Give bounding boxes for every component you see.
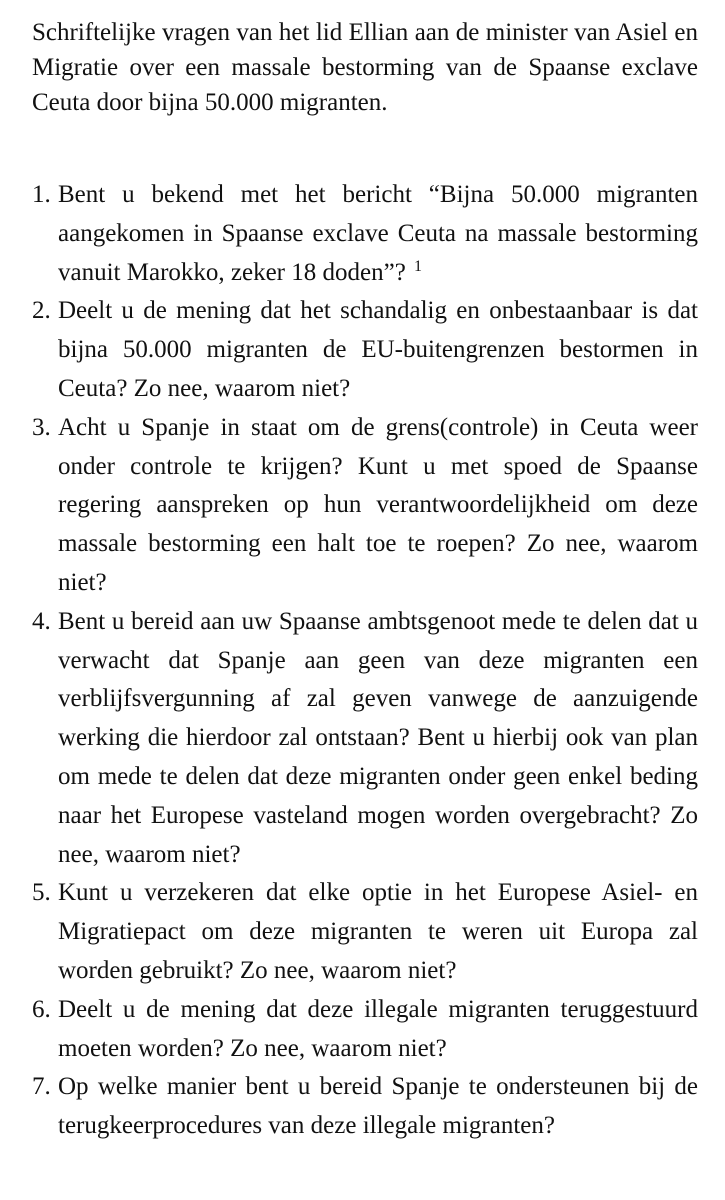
question-text: Bent u bekend met het bericht “Bijna 50.000 migranten aangekomen in Spaanse exclave Ceuta na massale bestorming vanuit Marokko, zeker 18 doden”? bbox=[58, 181, 698, 286]
question-item-6 bbox=[32, 991, 698, 1069]
question-text: Kunt u verzekeren dat elke optie in het Europese Asiel- en Migratiepact om deze migranten te weren uit Europa zal worden gebruikt? Zo nee, waarom niet? bbox=[58, 879, 698, 984]
question-item-5 bbox=[32, 874, 698, 990]
question-text: Deelt u de mening dat deze illegale migranten teruggestuurd moeten worden? Zo nee, waarom niet? bbox=[58, 995, 698, 1062]
question-item-4 bbox=[32, 603, 698, 875]
question-number: 1. bbox=[32, 181, 51, 208]
document-intro: Schriftelijke vragen van het lid Ellian aan de minister van Asiel en Migratie over een massale bestorming van de Spaanse exclave Ceuta door bijna 50.000 migranten. bbox=[32, 19, 698, 116]
question-number: 2. bbox=[32, 297, 51, 325]
question-number: 3. bbox=[32, 413, 51, 441]
question-text: Bent u bereid aan uw Spaanse ambtsgenoot mede te delen dat u verwacht dat Spanje aan geen van deze migranten een verblijfsvergunning af zal geven vanwege de aanzuigende werking die hierdoor zal ontstaan? Bent u hierbij ook van plan om mede te delen dat deze migranten onder geen enkel beding naar het Europese vasteland mogen worden overgebracht? Zo nee, waarom niet? bbox=[58, 607, 698, 868]
question-text: Acht u Spanje in staat om de grens(controle) in Ceuta weer onder controle te krijgen? Kunt u met spoed de Spaanse regering aanspreken op hun verantwoordelijkheid om deze massale bestorming een halt toe te roepen? Zo nee, waarom niet? bbox=[58, 413, 698, 596]
question-item-2 bbox=[32, 292, 698, 408]
question-item-3 bbox=[32, 409, 698, 603]
question-list bbox=[32, 176, 698, 1146]
question-text: Op welke manier bent u bereid Spanje te ondersteunen bij de terugkeerprocedures van deze illegale migranten? bbox=[58, 1073, 698, 1140]
question-item-1 bbox=[32, 176, 698, 292]
question-text: Deelt u de mening dat het schandalig en onbestaanbaar is dat bijna 50.000 migranten de EU-buitengrenzen bestormen in Ceuta? Zo nee, waarom niet? bbox=[58, 297, 698, 402]
question-item-7 bbox=[32, 1068, 698, 1146]
question-number: 6. bbox=[32, 995, 51, 1023]
question-number: 5. bbox=[32, 879, 51, 907]
question-number: 7. bbox=[32, 1073, 51, 1101]
question-number: 4. bbox=[32, 607, 51, 635]
footnote-marker: 1 bbox=[414, 257, 423, 275]
